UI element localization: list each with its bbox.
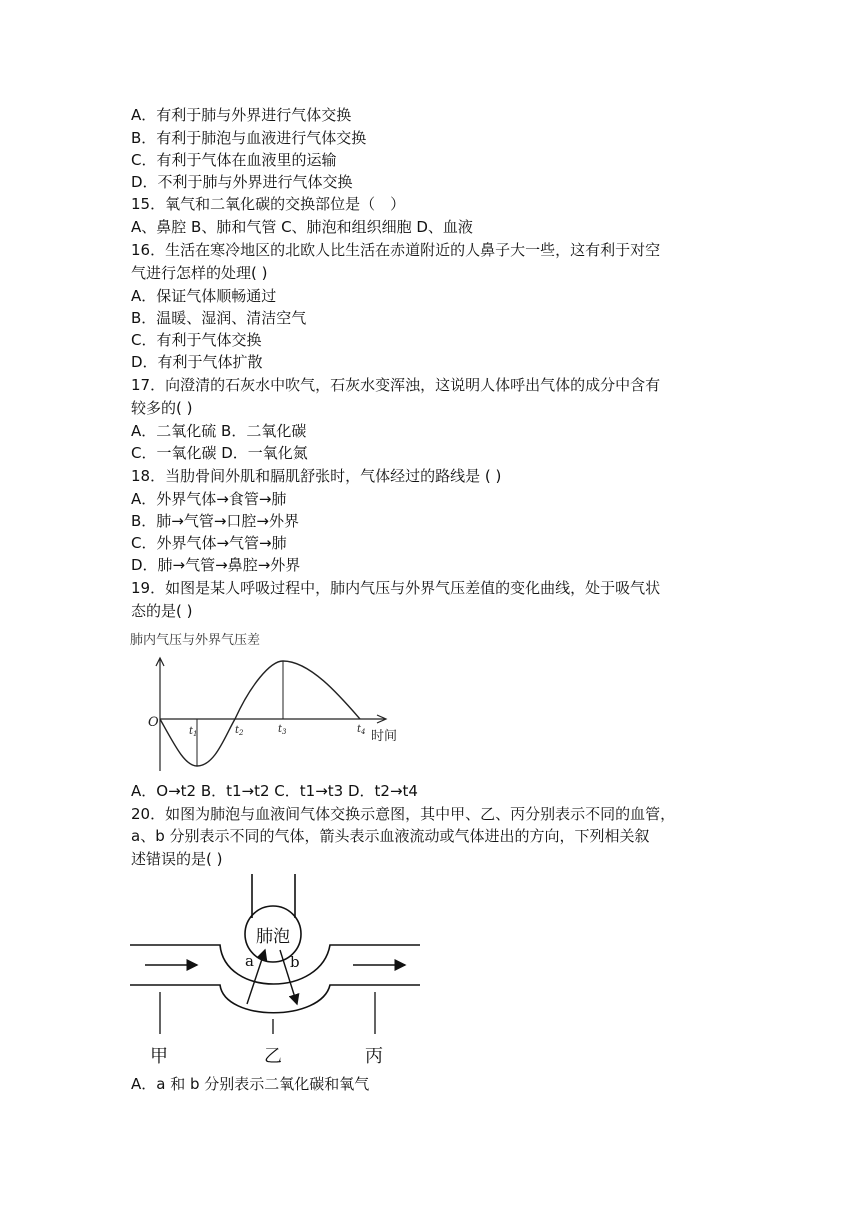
q19-options: A．O→t2 B．t1→t2 C．t1→t3 D．t2→t4	[131, 782, 418, 800]
q17-options-row2: C．一氧化碳 D．一氧化氮	[131, 444, 308, 462]
t4-label: $t_4$	[357, 724, 366, 736]
q18-option-c: C．外界气体→气管→肺	[131, 534, 287, 552]
q14-option-d: D．不利于肺与外界进行气体交换	[131, 173, 353, 191]
vessel-2-label: 乙	[264, 1046, 282, 1067]
alveolus-gas-exchange-diagram	[125, 872, 425, 1072]
q16-option-a: A．保证气体顺畅通过	[131, 287, 277, 305]
capillary-lower-wall	[130, 985, 420, 1013]
q20-stem-line1: 20．如图为肺泡与血液间气体交换示意图，其中甲、乙、丙分别表示不同的血管，	[131, 805, 676, 823]
q15-options: A、鼻腔 B、肺和气管 C、肺泡和组织细胞 D、血液	[131, 218, 473, 236]
q18-stem: 18．当肋骨间外肌和膈肌舒张时，气体经过的路线是 ( )	[131, 467, 502, 485]
graph-origin-label: O	[148, 715, 159, 730]
q14-option-a: A．有利于肺与外界进行气体交换	[131, 106, 352, 124]
pressure-curve	[160, 661, 360, 766]
q20-stem-line2: a、b 分别表示不同的气体，箭头表示血液流动或气体进出的方向，下列相关叙	[131, 827, 650, 845]
pressure-difference-graph	[125, 626, 425, 776]
vessel-1-label: 甲	[150, 1046, 168, 1067]
q19-stem-line2: 态的是( )	[131, 602, 193, 620]
q17-stem-line1: 17．向澄清的石灰水中吹气，石灰水变浑浊，这说明人体呼出气体的成分中含有	[131, 376, 661, 394]
q17-stem-line2: 较多的( )	[131, 399, 193, 417]
q18-option-a: A．外界气体→食管→肺	[131, 490, 287, 508]
q20-option-a: A．a 和 b 分别表示二氧化碳和氧气	[131, 1075, 370, 1093]
vessel-3-label: 丙	[365, 1046, 383, 1067]
q17-options-row1: A．二氧化硫 B．二氧化碳	[131, 422, 307, 440]
gas-a-label: a	[245, 952, 254, 970]
q16-option-d: D．有利于气体扩散	[131, 353, 263, 371]
q16-option-c: C．有利于气体交换	[131, 331, 262, 349]
q16-stem-line2: 气进行怎样的处理( )	[131, 264, 268, 282]
q16-stem-line1: 16．生活在寒冷地区的北欧人比生活在赤道附近的人鼻子大一些，这有利于对空	[131, 241, 661, 259]
q18-option-d: D．肺→气管→鼻腔→外界	[131, 556, 301, 574]
q19-stem-line1: 19．如图是某人呼吸过程中，肺内气压与外界气压差值的变化曲线，处于吸气状	[131, 579, 661, 597]
q15-stem: 15．氧气和二氧化碳的交换部位是（ ）	[131, 195, 406, 213]
q18-option-b: B．肺→气管→口腔→外界	[131, 512, 299, 530]
q16-option-b: B．温暖、湿润、清洁空气	[131, 309, 307, 327]
q14-option-b: B．有利于肺泡与血液进行气体交换	[131, 129, 367, 147]
alveolus-label: 肺泡	[256, 927, 290, 947]
q14-option-c: C．有利于气体在血液里的运输	[131, 151, 337, 169]
q20-stem-line3: 述错误的是( )	[131, 850, 223, 868]
gas-b-label: b	[290, 953, 300, 971]
graph-xlabel: 时间	[371, 729, 398, 744]
t3-label: $t_3$	[278, 724, 287, 736]
t2-label: $t_2$	[235, 725, 244, 737]
t1-label: $t_1$	[189, 726, 198, 738]
graph-ylabel: 肺内气压与外界气压差	[130, 633, 261, 648]
